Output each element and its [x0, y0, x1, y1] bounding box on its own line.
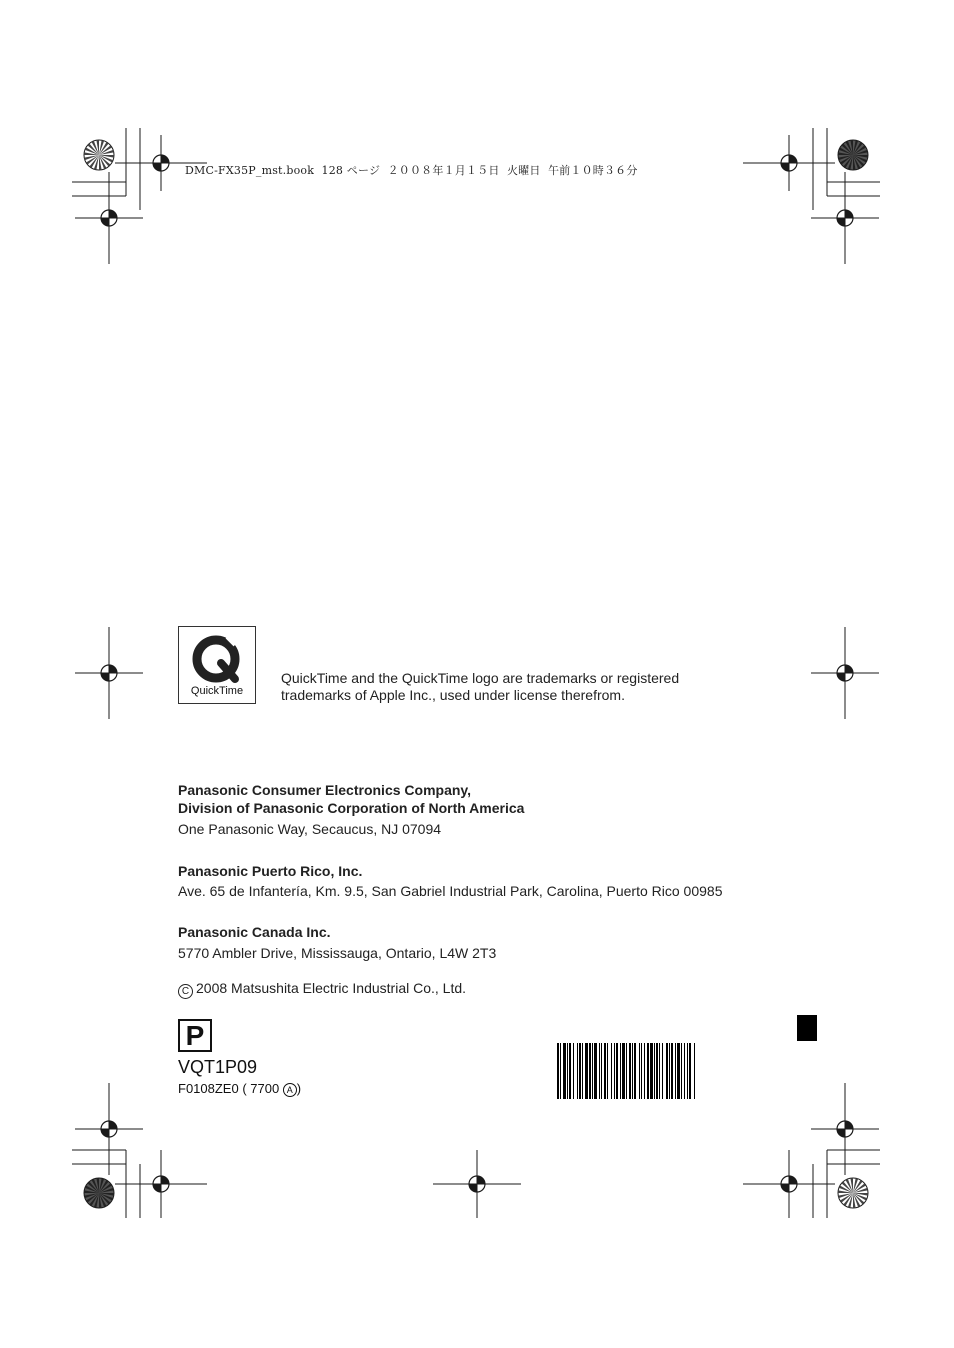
print-code-prefix: F0108ZE0 ( 7700: [178, 1081, 283, 1096]
pr-company-name: Panasonic Puerto Rico, Inc.: [178, 863, 363, 879]
barcode-bar: [601, 1043, 602, 1099]
barcode-bar: [634, 1043, 636, 1099]
us-company-name: Panasonic Consumer Electronics Company,: [178, 782, 472, 798]
registration-target-quadrant: [781, 163, 789, 171]
print-code-suffix: ): [296, 1081, 302, 1096]
barcode-bar: [614, 1043, 615, 1099]
barcode-bar: [604, 1043, 606, 1099]
registration-target-quadrant: [789, 155, 797, 163]
registration-target-quadrant: [153, 1184, 161, 1192]
barcode-bar: [656, 1043, 658, 1099]
copyright-text: 2008 Matsushita Electric Industrial Co., Ltd.: [196, 980, 467, 996]
registration-target-quadrant: [109, 1121, 117, 1129]
barcode-bar: [585, 1043, 588, 1099]
barcode-bar: [671, 1043, 673, 1099]
barcode: [557, 1043, 765, 1099]
print-slug-line: DMC-FX35P_mst.book 128 ページ ２００８年１月１５日 火曜日 午前１０時３６分: [185, 164, 638, 177]
registration-target-quadrant: [469, 1184, 477, 1192]
barcode-bar: [666, 1043, 668, 1099]
barcode-bar: [662, 1043, 663, 1099]
registration-target-quadrant: [845, 1121, 853, 1129]
pr-company-address: Ave. 65 de Infantería, Km. 9.5, San Gabriel Industrial Park, Carolina, Puerto Rico 00985: [178, 883, 723, 899]
barcode-bar: [687, 1043, 688, 1099]
barcode-bar: [677, 1043, 680, 1099]
barcode-bar: [684, 1043, 685, 1099]
ca-company-name: Panasonic Canada Inc.: [178, 924, 331, 940]
copyright-notice: [178, 980, 466, 999]
barcode-bar: [560, 1043, 561, 1099]
registration-target-quadrant: [837, 1129, 845, 1137]
barcode-bar: [650, 1043, 653, 1099]
quicktime-notice-line-1: QuickTime and the QuickTime logo are trademarks or registered: [281, 670, 680, 686]
barcode-bar: [557, 1043, 559, 1099]
us-company-address: One Panasonic Way, Secaucus, NJ 07094: [178, 821, 442, 837]
barcode-bar: [607, 1043, 608, 1099]
registration-target-quadrant: [109, 210, 117, 218]
registration-target-quadrant: [101, 1129, 109, 1137]
barcode-bar: [644, 1043, 645, 1099]
registration-target-quadrant: [161, 1176, 169, 1184]
quicktime-q-icon: [191, 635, 245, 685]
barcode-bar: [582, 1043, 583, 1099]
registration-target-quadrant: [837, 673, 845, 681]
barcode-bar: [675, 1043, 676, 1099]
barcode-bar: [632, 1043, 633, 1099]
ca-company-address: 5770 Ambler Drive, Mississauga, Ontario, L4W 2T3: [178, 945, 497, 961]
barcode-bar: [694, 1043, 695, 1099]
barcode-bar: [611, 1043, 612, 1099]
registration-target-quadrant: [109, 665, 117, 673]
registration-target-quadrant: [789, 1176, 797, 1184]
barcode-bar: [681, 1043, 682, 1099]
quicktime-trademark-notice: [281, 670, 679, 704]
registration-target-quadrant: [101, 218, 109, 226]
copyright-symbol: C: [178, 984, 193, 999]
barcode-bar: [577, 1043, 578, 1099]
black-index-tab: [797, 1015, 817, 1041]
barcode-bar: [641, 1043, 642, 1099]
registration-target-quadrant: [153, 163, 161, 171]
registration-target-quadrant: [477, 1176, 485, 1184]
quicktime-logo-label: QuickTime: [190, 685, 244, 697]
print-code: [178, 1081, 301, 1097]
registration-target-quadrant: [781, 1184, 789, 1192]
barcode-bar: [616, 1043, 618, 1099]
barcode-bar: [563, 1043, 566, 1099]
barcode-bar: [654, 1043, 655, 1099]
barcode-bar: [569, 1043, 571, 1099]
barcode-bar: [592, 1043, 593, 1099]
barcode-bar: [589, 1043, 591, 1099]
quicktime-notice-line-2: trademarks of Apple Inc., used under license therefrom.: [281, 687, 625, 703]
barcode-bar: [647, 1043, 649, 1099]
quicktime-logo: [178, 626, 256, 704]
model-code: VQT1P09: [178, 1057, 258, 1077]
registration-target-quadrant: [837, 218, 845, 226]
barcode-bar: [594, 1043, 597, 1099]
barcode-bar: [629, 1043, 631, 1099]
barcode-bar: [689, 1043, 691, 1099]
barcode-bar: [659, 1043, 660, 1099]
barcode-bar: [622, 1043, 625, 1099]
barcode-bar: [599, 1043, 600, 1099]
barcode-bar: [626, 1043, 627, 1099]
barcode-bar: [567, 1043, 568, 1099]
barcode-bar: [620, 1043, 621, 1099]
barcode-bar: [579, 1043, 581, 1099]
barcode-bar: [669, 1043, 670, 1099]
registration-target-quadrant: [161, 155, 169, 163]
print-code-circled-letter: A: [283, 1083, 297, 1097]
barcode-bar: [573, 1043, 574, 1099]
registration-target-quadrant: [101, 673, 109, 681]
registration-target-quadrant: [845, 665, 853, 673]
us-company-division: Division of Panasonic Corporation of North America: [178, 800, 525, 816]
p-mark-box: P: [178, 1019, 212, 1052]
barcode-bar: [639, 1043, 640, 1099]
registration-target-quadrant: [845, 210, 853, 218]
